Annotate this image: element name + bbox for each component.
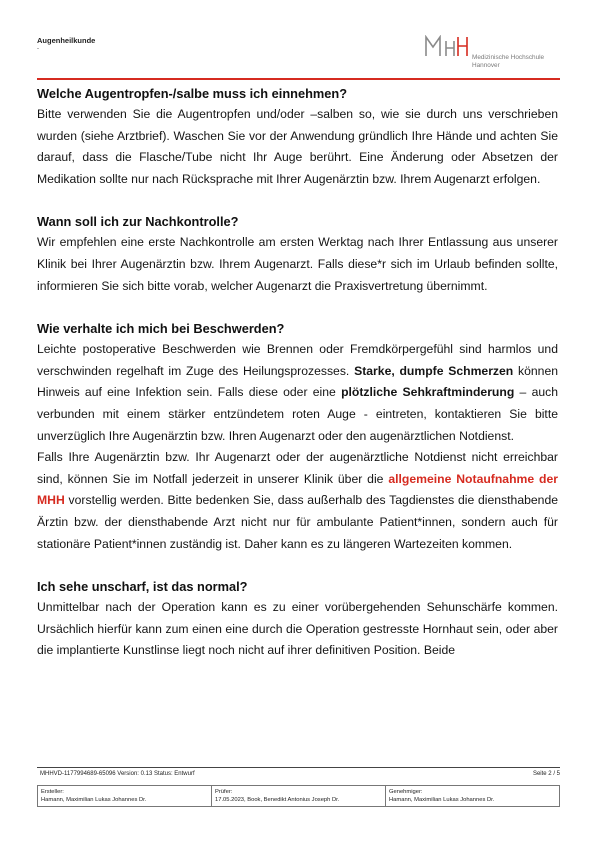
emergency-highlight: allgemeine Notaufnahme der MHH [37,471,558,508]
section-heading: Ich sehe unscharf, ist das normal? [37,579,248,595]
footer-doc-id: MHHVD-1177994689-65096 Version: 0.13 Status: Entwurf [40,771,195,777]
logo-text-line2: Hannover [472,62,500,69]
footer-cell-label: Genehmiger: [389,789,423,795]
section-heading: Wie verhalte ich mich bei Beschwerden? [37,321,285,337]
footer-divider [37,767,560,768]
logo-text-line1: Medizinische Hochschule [472,54,545,61]
footer-cell-value: Hamann, Maximilian Lukas Johannes Dr. [389,797,495,803]
section-paragraph: Bitte verwenden Sie die Augentropfen und/oder –salben so, wie sie durch uns verschrieben wurden (siehe Arztbrief). Waschen Sie vor der Anwendung gründlich Ihre Hände und achten Sie darauf, dass die Flasche/Tube nicht Ihr Auge berührt. Eine Änderung oder Absetzen der Medikation sollte nur nach Rücksprache mit Ihrer Augenärztin bzw. Ihrem Augenarzt erfolgen. [37,107,558,186]
footer-cell-approver [386,786,559,806]
bold-text: plötzliche Sehkraftminderung [341,385,515,400]
footer-cell-value: Hamann, Maximilian Lukas Johannes Dr. [41,797,147,803]
mhh-logo [424,35,564,71]
section-paragraph [37,339,558,447]
section-heading: Wann soll ich zur Nachkontrolle? [37,214,239,230]
footer-cell-label: Prüfer: [215,789,233,795]
mhh-logo-mark-icon [424,35,470,57]
text-run: Falls Ihre Augenärztin bzw. Ihr Augenarzt oder der augenärztliche Notdienst nicht erreichbar sind, können Sie im Notfall jederzeit in unserer Klinik über die [37,450,558,486]
section-heading: Welche Augentropfen-/salbe muss ich einnehmen? [37,86,348,101]
footer-cell-author [38,786,212,806]
bold-text: Starke, dumpfe Schmerzen [354,363,514,378]
document-body [37,83,558,662]
text-run: vorstellig werden. Bitte bedenken Sie, dass außerhalb des Tagdienstes die diensthabende Ärztin bzw. der diensthabende Arzt nicht nur für ambulante Patient*innen, sondern auch für stationäre Patient*innen zuständig ist. Daher kann es zu längeren Wartezeiten kommen. [37,493,558,551]
header-department: Augenheilkunde [37,36,96,45]
section-paragraph [37,447,558,555]
footer-page-number: Seite 2 / 5 [532,771,560,777]
section-paragraph: Wir empfehlen eine erste Nachkontrolle am ersten Werktag nach Ihrer Entlassung aus unserer Klinik bei Ihrer Augenärztin bzw. Ihrem Augenarzt. Falls diese*r sich im Urlaub befinden sollte, informieren Sie sich bitte vorab, welcher Augenarzt die Praxisvertretung übernimmt. [37,235,558,293]
text-run: können Hinweis auf eine Infektion sein. Falls diese oder eine [37,363,558,400]
text-run: – auch verbunden mit einem stärker entzündetem roten Auge - eintreten, kontaktieren Sie bitte unverzüglich Ihre Augenärztin bzw. Ihren Augenarzt oder den augenärztlichen Notdienst. [37,385,558,443]
text-run: Leichte postoperative Beschwerden wie Brennen oder Fremdkörpergefühl sind harmlos und verschwinden regelhaft im Zuge des Heilungsprozesses. [37,342,558,378]
footer-cell-label: Ersteller: [41,789,64,795]
footer-cell-value: 17.05.2023, Book, Benedikt Antonius Joseph Dr. [215,797,340,803]
header-divider [37,78,560,80]
footer-cell-reviewer [212,786,386,806]
section-paragraph: Unmittelbar nach der Operation kann es zu einer vorübergehenden Sehunschärfe kommen. Ursächlich hierfür kann zum einen eine durch die Operation gestresste Hornhaut sein, oder aber die implantierte Kunstlinse liegt noch nicht auf ihrer definitiven Position. Beide [37,600,558,658]
footer-approval-table [37,785,560,807]
header-dash: - [37,46,39,52]
